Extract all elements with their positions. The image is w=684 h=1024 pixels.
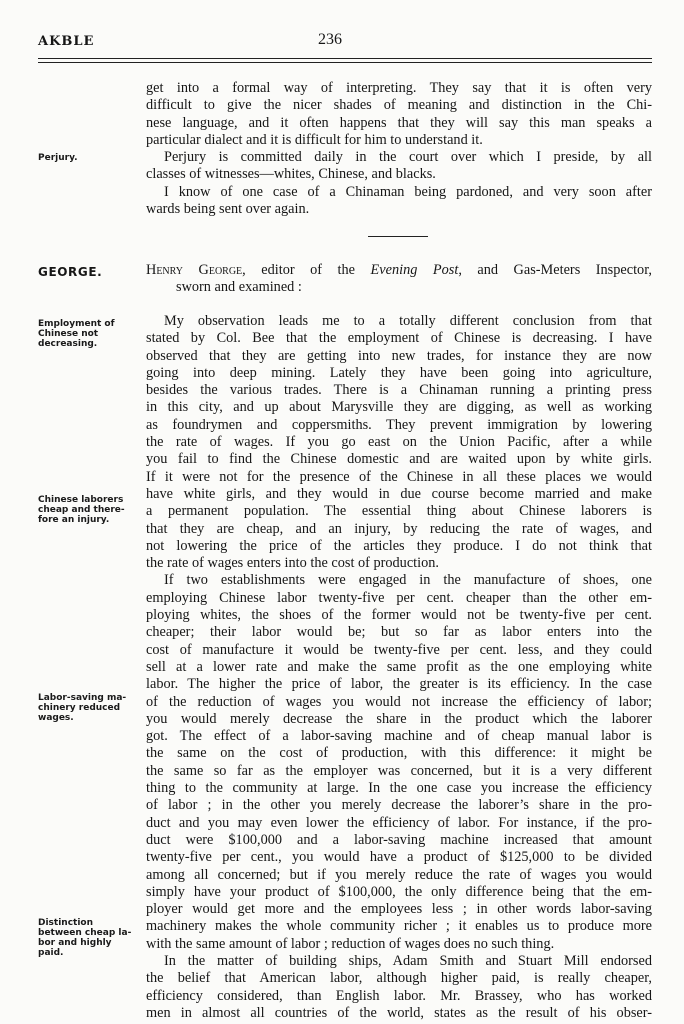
margin-note-line: decreasing. [38, 339, 98, 349]
margin-note-line: Labor-saving ma- [38, 693, 127, 703]
text-line: have white girls, and they would in due course become married and make [146, 485, 652, 502]
speaker-label: GEORGE. [38, 265, 103, 279]
margin-note-line: between cheap la- [38, 928, 132, 938]
text-line: twenty-five per cent., you would have a product of $125,000 to be divided [146, 849, 652, 866]
text-line: thing to the community at large. In the one case you increase the efficiency [146, 780, 652, 797]
text-line: men in almost all countries of the world, states as the result of his obser- [146, 1004, 652, 1021]
text-line: the same so far as the employer was concerned, but it is a very different [146, 762, 652, 779]
text-line: the rate of wages. If you go east on the Union Pacific, after a while [146, 434, 652, 451]
margin-note-line: Chinese laborers [38, 495, 124, 505]
text-line: got. The effect of a labor-saving machine and of cheap manual labor is [146, 728, 652, 745]
text-line: you would merely decrease the share in the product which the laborer [146, 710, 652, 727]
text-line: duct and you may even lower the efficiency of labor. For instance, if the pro- [146, 814, 652, 831]
intro-end: , and Gas-Meters Inspector, [458, 262, 652, 278]
text-line: Perjury is committed daily in the court over which I preside, by all [164, 149, 652, 166]
text-line: particular dialect and it is difficult for him to understand it. [146, 131, 483, 148]
page-number: 236 [318, 31, 342, 48]
margin-note-line: wages. [38, 713, 74, 723]
newspaper-name: Evening Post [370, 262, 459, 278]
text-line: sell at a lower rate and make the same profit as the one employing white [146, 658, 652, 675]
text-line: a permanent population. The essential thing about Chinese laborers is [146, 503, 652, 520]
speaker-intro [146, 262, 652, 297]
margin-note-line: Distinction [38, 918, 94, 928]
text-line: cheaper; their labor would be; but so far as labor enters into the [146, 624, 652, 641]
text-line: observed that they are getting into new trades, for instance they are now [146, 347, 652, 364]
text-line: duct were $100,000 and a labor-saving machine increased that amount [146, 831, 652, 848]
text-line: wards being sent over again. [146, 201, 310, 218]
margin-note-cheap-labor [38, 495, 138, 525]
text-line: efficiency considered, than English labor. Mr. Brassey, who has worked [146, 987, 652, 1004]
text-line: of the reduction of wages you would not increase the efficiency of labor; [146, 693, 652, 710]
text-line: that they are cheap, and an injury, by reducing the rate of wages, and [146, 520, 652, 537]
margin-note-line: Chinese not [38, 329, 99, 339]
text-line: My observation leads me to a totally different conclusion from that [164, 313, 652, 329]
running-head-name: AKBLE [38, 34, 95, 49]
margin-note-line: Perjury. [38, 153, 78, 163]
speaker-name: Henry George [146, 262, 243, 278]
text-line: the rate of wages enters into the cost of production. [146, 555, 439, 572]
section-1-text [146, 80, 652, 218]
text-line: you fail to find the Chinese domestic and are waited upon by white girls. [146, 451, 652, 468]
intro-mid: , editor of the [242, 262, 371, 278]
margin-note-line: Employment of [38, 319, 115, 329]
margin-note-line: fore an injury. [38, 515, 110, 525]
margin-note-perjury [38, 153, 138, 163]
text-line: ploying whites, the shoes of the former would not be twenty-five per cent. [146, 607, 652, 624]
margin-note-line: paid. [38, 948, 64, 958]
text-line: going into deep mining. Lately they have been going into agriculture, [146, 364, 652, 381]
text-line: employing Chinese labor twenty-five per cent. cheaper than the other em- [146, 589, 652, 606]
text-line: difficult to give the nicer shades of meaning and distinction in the Chi- [146, 97, 652, 114]
text-line: cost of manufacture it would be twenty-five per cent. less, and they could [146, 641, 652, 658]
header-rule-top [38, 58, 652, 59]
text-line: I know of one case of a Chinaman being pardoned, and very soon after [164, 183, 652, 200]
text-line: the belief that American labor, although higher paid, is really cheaper, [146, 970, 652, 987]
text-line: in this city, and up about Marysville they are digging, as well as working [146, 399, 652, 416]
margin-note-line: cheap and there- [38, 505, 125, 515]
text-line: If it were not for the presence of the Chinese in all these places we would [146, 468, 652, 485]
margin-note-distinction [38, 918, 138, 958]
text-line: the same on the cost of production, with this difference: it might be [146, 745, 652, 762]
text-line: get into a formal way of interpreting. They say that it is often very [146, 80, 652, 96]
text-line: as foundrymen and coppersmiths. They prevent immigration by lowering [146, 416, 652, 433]
text-line: In the matter of building ships, Adam Smith and Stuart Mill endorsed [164, 952, 652, 969]
intro-line [146, 262, 652, 279]
section-2-text [146, 313, 652, 1022]
text-line: besides the various trades. There is a Chinaman running a printing press [146, 382, 652, 399]
text-line: stated by Col. Bee that the employment of Chinese is decreasing. I have [146, 330, 652, 347]
text-line: If two establishments were engaged in the manufacture of shoes, one [164, 572, 652, 589]
section-divider [368, 236, 428, 237]
text-line: nese language, and it often happens that they will say this man speaks a [146, 114, 652, 131]
text-line: with the same amount of labor ; reduction of wages does no such thing. [146, 935, 555, 952]
margin-note-employment [38, 319, 138, 349]
text-line: not lowering the price of the articles they produce. I do not think that [146, 537, 652, 554]
margin-note-line: chinery reduced [38, 703, 121, 713]
text-line: classes of witnesses—whites, Chinese, and blacks. [146, 166, 436, 183]
text-line: machinery makes the whole community richer ; it enables us to produce more [146, 918, 652, 935]
intro-line: sworn and examined : [176, 279, 302, 296]
text-line: among all concerned; but if you merely reduce the rate of wages you would [146, 866, 652, 883]
text-line: ployer would get more and the employees less ; in other words labor-saving [146, 901, 652, 918]
margin-note-labor-saving [38, 693, 138, 723]
text-line: of labor ; in the other you merely decrease the laborer’s share in the pro- [146, 797, 652, 814]
margin-note-line: bor and highly [38, 938, 112, 948]
text-line: simply have your product of $100,000, the only difference being that the em- [146, 883, 652, 900]
header-rule-bottom [38, 62, 652, 63]
text-line: labor. The higher the price of labor, the greater is its efficiency. In the case [146, 676, 652, 693]
